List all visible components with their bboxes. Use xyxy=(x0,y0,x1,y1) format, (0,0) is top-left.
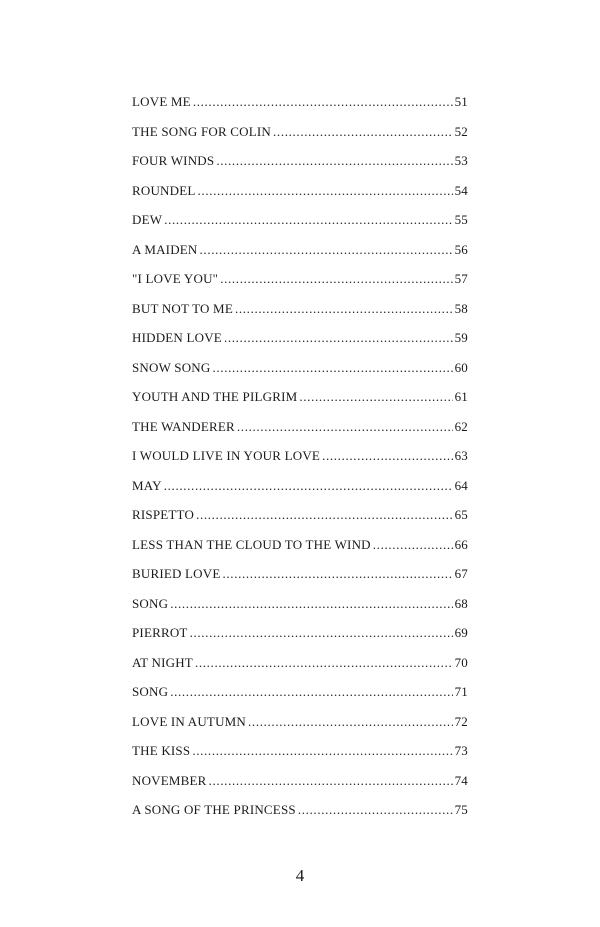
page-number: 4 xyxy=(295,866,305,885)
toc-entry-page-number: 58 xyxy=(454,300,468,316)
toc-entry[interactable] xyxy=(132,271,468,301)
toc-entry-title: ROUNDEL xyxy=(132,182,196,198)
toc-entry[interactable] xyxy=(132,596,468,626)
toc-entry[interactable] xyxy=(132,478,468,508)
toc-entry-page-number: 64 xyxy=(454,477,468,493)
toc-entry[interactable] xyxy=(132,301,468,331)
toc-entry-title: SONG xyxy=(132,595,169,611)
toc-entry[interactable] xyxy=(132,183,468,213)
dot-leader xyxy=(209,773,453,789)
dot-leader xyxy=(237,419,453,435)
toc-entry-title: LOVE ME xyxy=(132,94,191,109)
toc-entry-title: DEW xyxy=(132,212,163,227)
toc-entry[interactable] xyxy=(132,330,468,360)
toc-entry-page-number: 74 xyxy=(454,772,468,788)
toc-entry-title: AT NIGHT xyxy=(132,654,193,670)
dot-leader xyxy=(164,478,453,494)
toc-entry-title: THE WANDERER xyxy=(132,418,235,434)
toc-entry-page-number: 63 xyxy=(454,448,468,463)
toc-entry-page-number: 72 xyxy=(454,713,468,729)
dot-leader xyxy=(213,360,453,376)
toc-entry-title: HIDDEN LOVE xyxy=(132,330,222,345)
toc-entry-page-number: 56 xyxy=(454,241,468,257)
toc-entry[interactable] xyxy=(132,773,468,803)
toc-entry[interactable] xyxy=(132,625,468,655)
toc-entry-page-number: 68 xyxy=(454,595,468,611)
toc-entry-page-number: 69 xyxy=(454,625,468,640)
toc-entry-page-number: 75 xyxy=(454,802,468,817)
toc-entry-page-number: 67 xyxy=(454,566,468,581)
toc-entry-title: A MAIDEN xyxy=(132,241,198,257)
toc-entry-title: THE KISS xyxy=(132,743,191,758)
toc-entry-page-number: 71 xyxy=(454,684,468,699)
dot-leader xyxy=(164,212,452,228)
dot-leader xyxy=(298,802,453,818)
toc-entry-title: NOVEMBER xyxy=(132,772,207,788)
toc-entry-page-number: 61 xyxy=(454,389,468,404)
toc-entry[interactable] xyxy=(132,448,468,478)
dot-leader xyxy=(196,507,453,523)
toc-entry-page-number: 53 xyxy=(454,153,468,168)
dot-leader xyxy=(322,448,453,464)
toc-entry[interactable] xyxy=(132,242,468,272)
toc-entry-title: I WOULD LIVE IN YOUR LOVE xyxy=(132,448,321,463)
dot-leader xyxy=(193,94,453,110)
dot-leader xyxy=(170,684,452,700)
toc-entry[interactable] xyxy=(132,212,468,242)
toc-entry-title: SONG xyxy=(132,684,169,699)
dot-leader xyxy=(223,566,453,582)
toc-entry-title: BUT NOT TO ME xyxy=(132,300,233,316)
toc-entry[interactable] xyxy=(132,714,468,744)
toc-entry-page-number: 60 xyxy=(454,359,468,375)
toc-entry[interactable] xyxy=(132,360,468,390)
toc-entry-page-number: 59 xyxy=(454,330,468,345)
toc-entry-title: MAY xyxy=(132,477,162,493)
table-of-contents xyxy=(132,94,468,832)
dot-leader xyxy=(248,714,453,730)
dot-leader xyxy=(373,537,453,553)
dot-leader xyxy=(216,153,452,169)
toc-entry-page-number: 51 xyxy=(454,94,468,109)
toc-entry-page-number: 52 xyxy=(454,123,468,139)
toc-entry-page-number: 66 xyxy=(454,536,468,552)
toc-entry-title: YOUTH AND THE PILGRIM xyxy=(132,389,298,404)
toc-entry-title: RISPETTO xyxy=(132,507,195,522)
toc-entry-title: BURIED LOVE xyxy=(132,566,221,581)
toc-entry[interactable] xyxy=(132,94,468,124)
toc-entry-title: THE SONG FOR COLIN xyxy=(132,123,272,139)
toc-entry[interactable] xyxy=(132,655,468,685)
toc-entry[interactable] xyxy=(132,566,468,596)
toc-entry-title: SNOW SONG xyxy=(132,359,211,375)
dot-leader xyxy=(235,301,453,317)
dot-leader xyxy=(198,183,453,199)
toc-entry-page-number: 62 xyxy=(454,418,468,434)
dot-leader xyxy=(224,330,453,346)
dot-leader xyxy=(273,124,453,140)
toc-entry[interactable] xyxy=(132,802,468,832)
toc-entry[interactable] xyxy=(132,743,468,773)
toc-entry-page-number: 73 xyxy=(454,743,468,758)
toc-entry[interactable] xyxy=(132,419,468,449)
dot-leader xyxy=(190,625,453,641)
toc-entry[interactable] xyxy=(132,389,468,419)
toc-entry[interactable] xyxy=(132,537,468,567)
toc-entry-page-number: 54 xyxy=(454,182,468,198)
toc-entry-title: "I LOVE YOU" xyxy=(132,271,219,286)
toc-entry-title: LOVE IN AUTUMN xyxy=(132,713,247,729)
toc-entry[interactable] xyxy=(132,124,468,154)
toc-entry-title: FOUR WINDS xyxy=(132,153,215,168)
dot-leader xyxy=(200,242,453,258)
toc-entry[interactable] xyxy=(132,153,468,183)
dot-leader xyxy=(170,596,452,612)
toc-entry[interactable] xyxy=(132,507,468,537)
toc-entry-page-number: 65 xyxy=(454,507,468,522)
dot-leader xyxy=(299,389,452,405)
toc-entry-page-number: 57 xyxy=(454,271,468,286)
dot-leader xyxy=(192,743,452,759)
toc-entry[interactable] xyxy=(132,684,468,714)
toc-entry-page-number: 70 xyxy=(454,654,468,670)
dot-leader xyxy=(220,271,452,287)
toc-entry-title: A SONG OF THE PRINCESS xyxy=(132,802,296,817)
toc-entry-title: LESS THAN THE CLOUD TO THE WIND xyxy=(132,536,371,552)
toc-entry-page-number: 55 xyxy=(454,212,468,227)
toc-entry-title: PIERROT xyxy=(132,625,188,640)
dot-leader xyxy=(195,655,453,671)
